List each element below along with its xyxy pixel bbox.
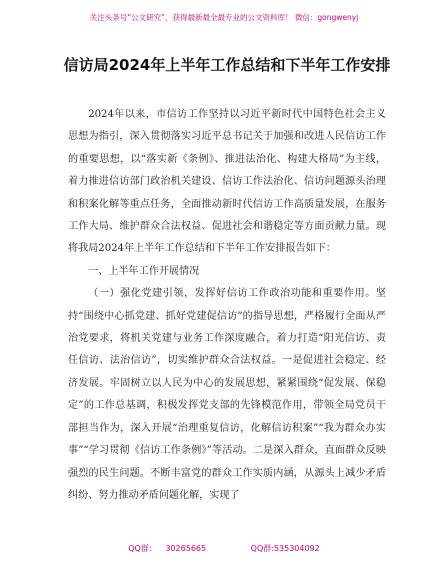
section-heading: 一、上半年工作开展情况: [88, 265, 200, 277]
header-notice: 关注头条号“公文研究”，获得最新最全最专业的公文资料库！ 微信：gongwenyj: [89, 13, 359, 22]
footer: [0, 543, 448, 554]
footer-qq-group-1: QQ群： 30265665: [128, 544, 207, 553]
document-body: [68, 104, 386, 507]
footer-qq-group-2: QQ群:535304092: [250, 544, 320, 553]
section-paragraph: （一）强化党建引领，发挥好信访工作政治功能和重要作用。坚持“围绕中心抓党建、抓好党建促信访”的指导思想，严格履行全面从严治党要求，将机关党建与业务工作深度融合，着力打造“阳光信访、责任信访、法治信访”，切实维护群众合法权益。一是促进社会稳定、经济发展。牢固树立以人民为中心的发展思想，紧紧围绕“促发展、保稳定”的工作总基调，积极发挥党支部的先锋模范作用，带领全局党员干部担当作为，深入开展“治理重复信访，化解信访积案”“我为群众办实事”“学习贯彻《信访工作条例》”等活动。二是深入群众，直面群众反映强烈的民生问题。不断丰富党的群众工作实质内涵，从源头上减少矛盾纠纷、努力推动矛盾问题化解，实现了: [68, 288, 386, 501]
document-title: 信访局2024年上半年工作总结和下半年工作安排: [63, 56, 391, 74]
intro-paragraph: 2024年以来，市信访工作坚持以习近平新时代中国特色社会主义思想为指引，深入贯彻落实习近平总书记关于加强和改进人民信访工作的重要思想，以“落实新《条例》、推进法治化、构建大格局”为主线，着力推进信访部门政治机关建设、信访工作法治化、信访问题源头治理和积案化解等重点任务，全面推动新时代信访工作高质量发展，在服务工作大局、维护群众合法权益、促进社会和谐稳定等方面贡献力量。现将我局2024年上半年工作总结和下半年工作安排报告如下：: [68, 109, 386, 255]
